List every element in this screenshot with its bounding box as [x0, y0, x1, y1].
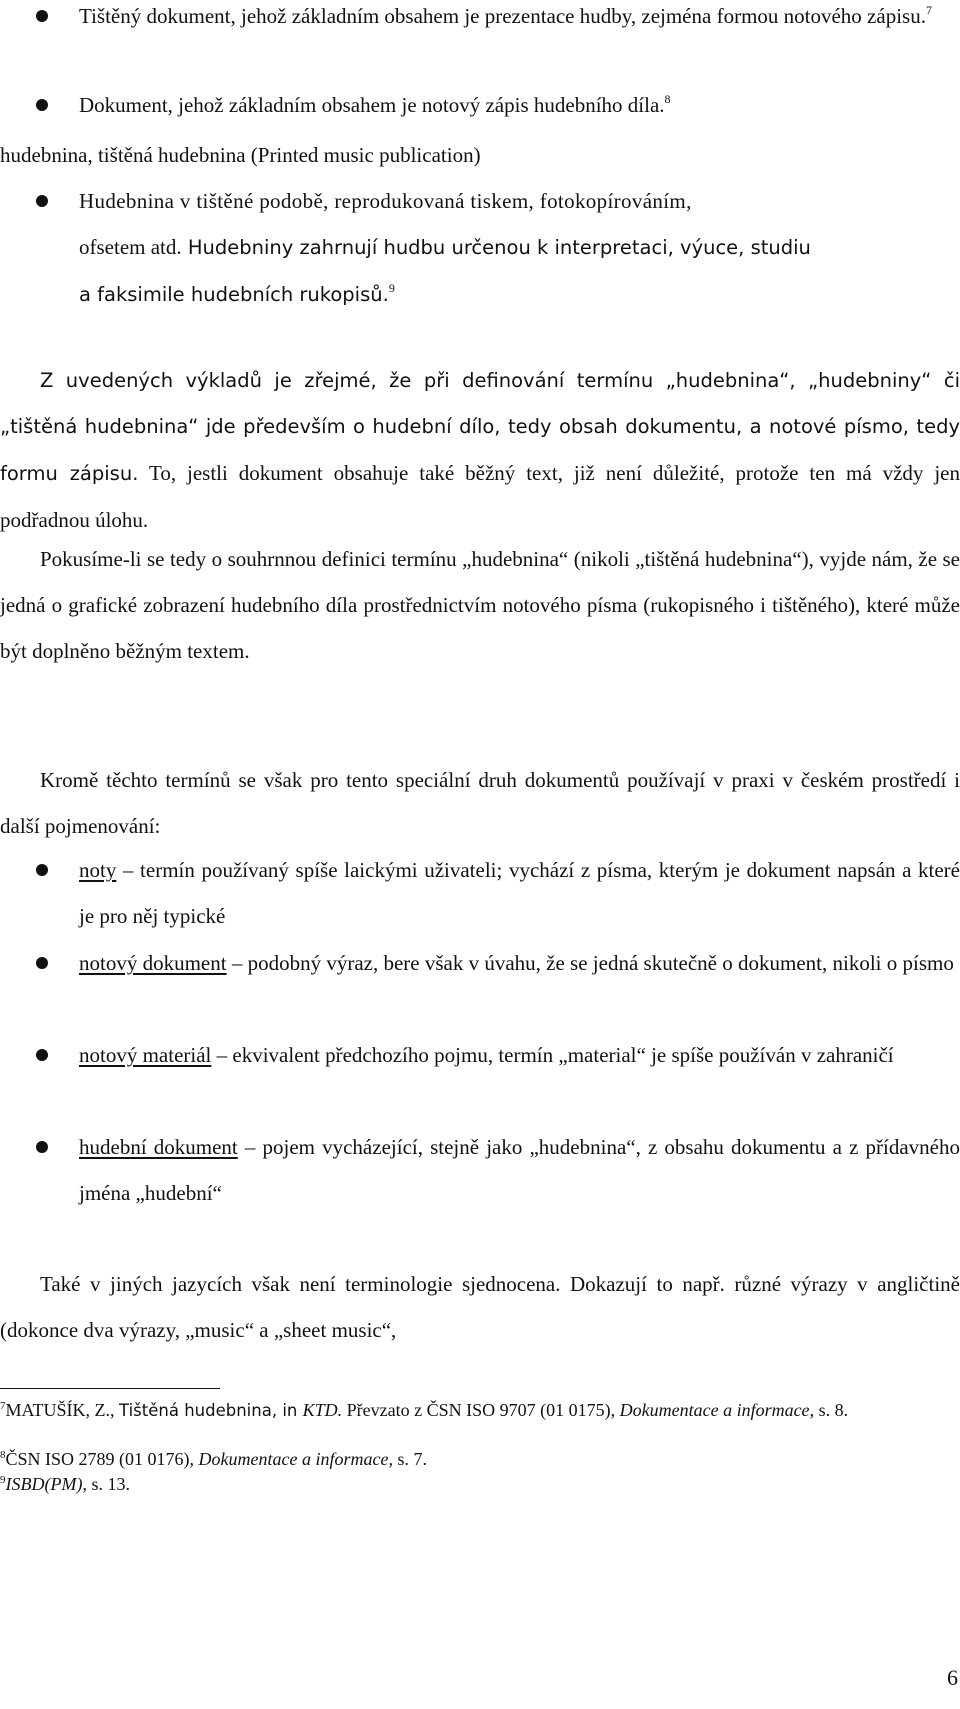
term-definition-line: ofsetem atd.	[79, 235, 182, 259]
bullet-icon	[36, 10, 48, 22]
list-item	[79, 1032, 960, 1078]
footnote: $^9$ISBD(PM), s. 13.	[0, 1474, 130, 1494]
term-label: notový materiál	[79, 1043, 212, 1067]
term-definition-line: Hudebniny zahrnují hudbu určenou k interpretaci, výuce, studiu	[181, 236, 811, 259]
term-desc: – termín používaný spíše laickými uživateli; vychází z písma, kterým je dokument napsán a které je pro něj typické	[79, 858, 960, 928]
term-definition-line: Hudebnina v tištěné podobě, reprodukovaná tiskem, fotokopírováním,	[79, 189, 692, 213]
list-item	[79, 940, 960, 986]
bullet-icon	[36, 864, 48, 876]
bullet-icon	[36, 957, 48, 969]
list-item	[79, 1124, 960, 1216]
term-desc: – ekvivalent předchozího pojmu, termín „material“ je spíše používán v zahraničí	[211, 1043, 894, 1067]
footnote-ref: 8	[664, 92, 671, 106]
list-item-text: Tištěný dokument, jehož základním obsahem je prezentace hudby, zejména formou notového zápisu.	[79, 4, 926, 28]
list-item	[79, 847, 960, 939]
bullet-icon	[36, 1049, 48, 1061]
page-number: 6	[947, 1665, 958, 1690]
footnote-separator	[0, 1388, 220, 1389]
footnote: $^8$ČSN ISO 2789 (01 0176), Dokumentace a informace, s. 7.	[0, 1449, 427, 1469]
footnote-ref: 7	[925, 3, 932, 17]
paragraph: Z uvedených výkladů je zřejmé, že při definování termínu „hudebnina“, „hudebniny“ či „tištěná hudebnina“ jde především o hudební dílo, tedy obsah dokumentu, a notové písmo, tedy formu zápisu. To, jestli dokument obsahuje také běžný text, již není důležité, protože ten má vždy jen podřadnou úlohu.	[0, 369, 960, 532]
term-label: noty	[79, 858, 117, 882]
list-item	[79, 82, 960, 128]
paragraph: Pokusíme-li se tedy o souhrnnou definici termínu „hudebnina“ (nikoli „tištěná hudebnina“), vyjde nám, že se jedná o grafické zobrazení hudebního díla prostřednictvím notového písma (rukopisného i tištěného), které může být doplněno běžným textem.	[0, 547, 960, 663]
bullet-icon	[36, 99, 48, 111]
term-desc: – pojem vycházející, stejně jako „hudebnina“, z obsahu dokumentu a z přídavného jména „hudební“	[79, 1135, 960, 1205]
bullet-icon	[36, 1141, 48, 1153]
term-definition-line: a faksimile hudebních rukopisů.	[79, 283, 389, 306]
list-item-text: Dokument, jehož základním obsahem je notový zápis hudebního díla.	[79, 93, 665, 117]
footnote: $^7$MATUŠÍK, Z., Tištěná hudebnina, in KTD. Převzato z ČSN ISO 9707 (01 0175), Dokumentace a informace, s. 8.	[0, 1400, 849, 1420]
footnote-ref: 9	[388, 281, 395, 295]
term-heading: hudebnina, tištěná hudebnina (Printed music publication)	[0, 143, 481, 167]
term-label: hudební dokument	[79, 1135, 238, 1159]
term-desc: – podobný výraz, bere však v úvahu, že se jedná skutečně o dokument, nikoli o písmo	[226, 951, 954, 975]
term-label: notový dokument	[79, 951, 227, 975]
list-item	[79, 0, 960, 39]
list-item	[79, 178, 960, 318]
paragraph: Také v jiných jazycích však není terminologie sjednocena. Dokazují to např. různé výrazy v angličtině (dokonce dva výrazy, „music“ a „sheet music“,	[0, 1272, 960, 1342]
bullet-icon	[36, 195, 48, 207]
paragraph: Kromě těchto termínů se však pro tento speciální druh dokumentů používají v praxi v českém prostředí i další pojmenování:	[0, 768, 960, 838]
